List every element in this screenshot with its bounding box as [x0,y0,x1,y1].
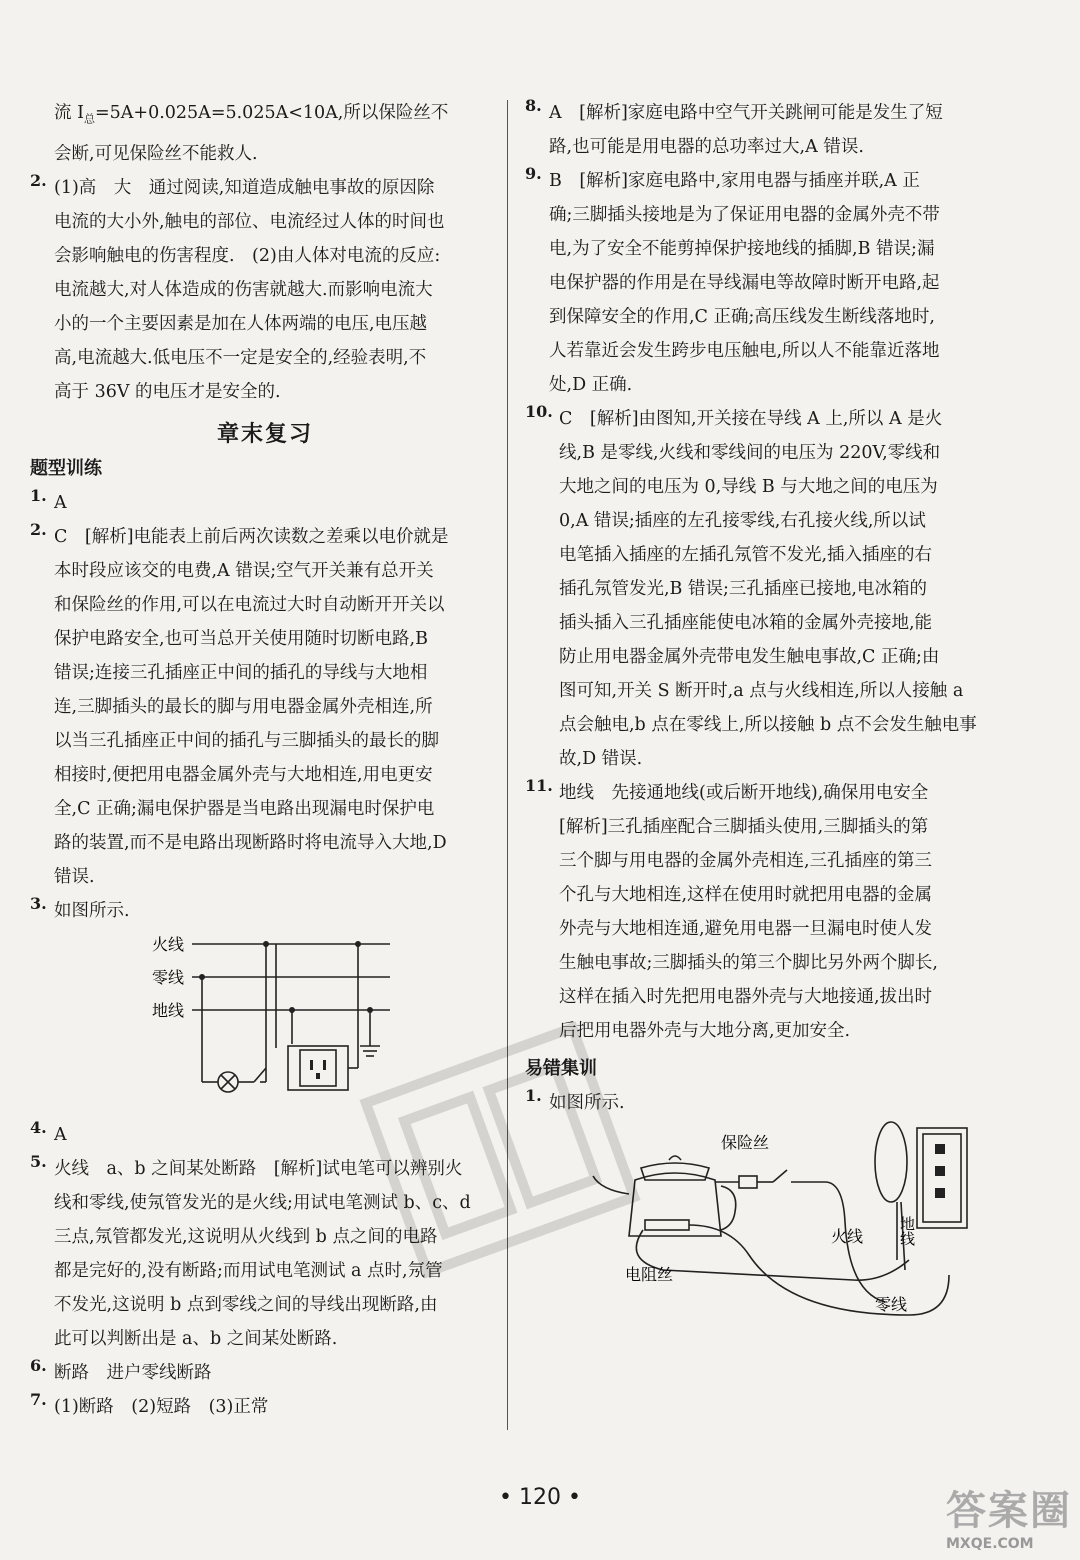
answer-2: 2. (1)高 大 通过阅读,知道造成触电事故的原因除 电流的大小外,触电的部位、电流经过人体的时间也 会影响触电的伤害程度. (2)由人体对电流的反应: 电流越大,对人体造成的伤害就越大.而影响电流大 小的一个主要因素是加在人体两端的电压,电压越 高,电流越大.低电压不一定是安全的,经验表明,不 高于 36V 的电压才是安全的. [30,170,445,402]
ground-wire-label: 地线 [152,1000,185,1020]
answer-1: 1. A [30,485,67,513]
watermark-url: MXQE.COM [946,1536,1034,1552]
answer-8: 8. A [解析]家庭电路中空气开关跳闸可能是发生了短 路,也可能是用电器的总功率过大,A 错误. [525,96,943,157]
answer-continuation-2: 会断,可见保险丝不能救人. [54,143,258,164]
neutral-wire-label-2: 零线 [875,1295,908,1314]
watermark-logo-text: 答案圈 [946,1488,1072,1534]
sub-title: 题型训练 [30,457,102,479]
answer-2b: 2. C [解析]电能表上前后两次读数之差乘以电价就是 本时段应该交的电费,A 错误;空气开关兼有总开关 和保险丝的作用,可以在电流过大时自动断开开关以 保护电路安全,也可当总开关使用随时切断电路,B 错误;连接三孔插座正中间的插孔的导线与大地相 连,三脚插头的最长的脚与用电器金属外壳相连,所 以当三孔插座正中间的插孔与三脚插头的最长的脚 相接时,便把用电器金属外壳与大地相连,用电更安 全,C 正确;漏电保护器是当电路出现漏电时保护电 路的装置,而不是电路出现断路时将电流导入大地,D 错误. [30,519,449,887]
error-answer-1: 1. 如图所示. [525,1086,625,1113]
watermark-stamp [350,1000,650,1300]
ground-wire-label-2: 地线 [898,1216,916,1246]
live-wire-label: 火线 [152,934,185,954]
neutral-wire-label: 零线 [152,967,185,987]
answer-10: 10. C [解析]由图知,开关接在导线 A 上,所以 A 是火 线,B 是零线,火线和零线间的电压为 220V,零线和 大地之间的电压为 0,导线 B 与大地之间的电压为 0,A 错误;插座的左孔接零线,右孔接火线,所以试 电笔插入插座的左插孔氖管不发光,插入插座的右 插孔氖管发光,B 错误;三孔插座已接地,电冰箱的 插头插入三孔插座能使电冰箱的金属外壳接地,能 防止用电器金属外壳带电发生触电事故,C 正确;由 图可知,开关 S 断开时,a 点与火线相连,所以人接触 a 点会触电,b 点在零线上,所以接触 b 点不会发生触电事 故,D 错误. [525,402,977,769]
answer-11: 11. 地线 先接通地线(或后断开地线),确保用电安全 [解析]三孔插座配合三脚插头使用,三脚插头的第 三个脚与用电器的金属外壳相连,三孔插座的第三 个孔与大地相连,这样在使用时就把用电器的金属 外壳与大地相连通,避免用电器一旦漏电时使人发 生触电事故;三脚插头的第三个脚比另外两个脚长, 这样在插入时先把用电器外壳与大地接通,拔出时 后把用电器外壳与大地分离,更加安全. [525,776,938,1041]
answer-4: 4. A [30,1117,67,1145]
answer-6: 6. 断路 进户零线断路 [30,1355,212,1383]
section-title: 章末复习 [216,421,313,447]
answer-7: 7. (1)断路 (2)短路 (3)正常 [30,1389,269,1417]
fuse-label: 保险丝 [721,1133,770,1152]
page-number: • 120 • [499,1485,581,1510]
answer-3: 3. 如图所示. [30,893,130,921]
answer-continuation: 流 $I_总=5A+0.025A=5.025A<10A$,所以保险丝不 [54,103,449,126]
answer-number: 2. [30,170,47,190]
answer-9: 9. B [解析]家庭电路中,家用电器与插座并联,A 正 确;三脚插头接地是为了保证用电器的金属外壳不带 电,为了安全不能剪掉保护接地线的插脚,B 错误;漏 电保护器的作用是在导线漏电等故障时断开电路,起 到保障安全的作用,C 正确;高压线发生断线落地时, 人若靠近会发生跨步电压触电,所以人不能靠近落地 处,D 正确. [525,164,940,395]
live-wire-label-2: 火线 [831,1227,864,1246]
sub-title-2: 易错集训 [525,1058,597,1079]
answer-5: 5. 火线 a、b 之间某处断路 [解析]试电笔可以辨别火 线和零线,使氖管发光的是火线;用试电笔测试 b、c、d 三点,氖管都发光,这说明从火线到 b 点之间的电路 都是完好的,没有断路;而用试电笔测试 a 点时,氖管 不发光,这说明 b 点到零线之间的导线出现断路,由 此可以判断出是 a、b 之间某处断路. [30,1151,471,1349]
resistor-wire-label: 电阻丝 [625,1265,674,1284]
site-watermark [946,1479,1072,1552]
